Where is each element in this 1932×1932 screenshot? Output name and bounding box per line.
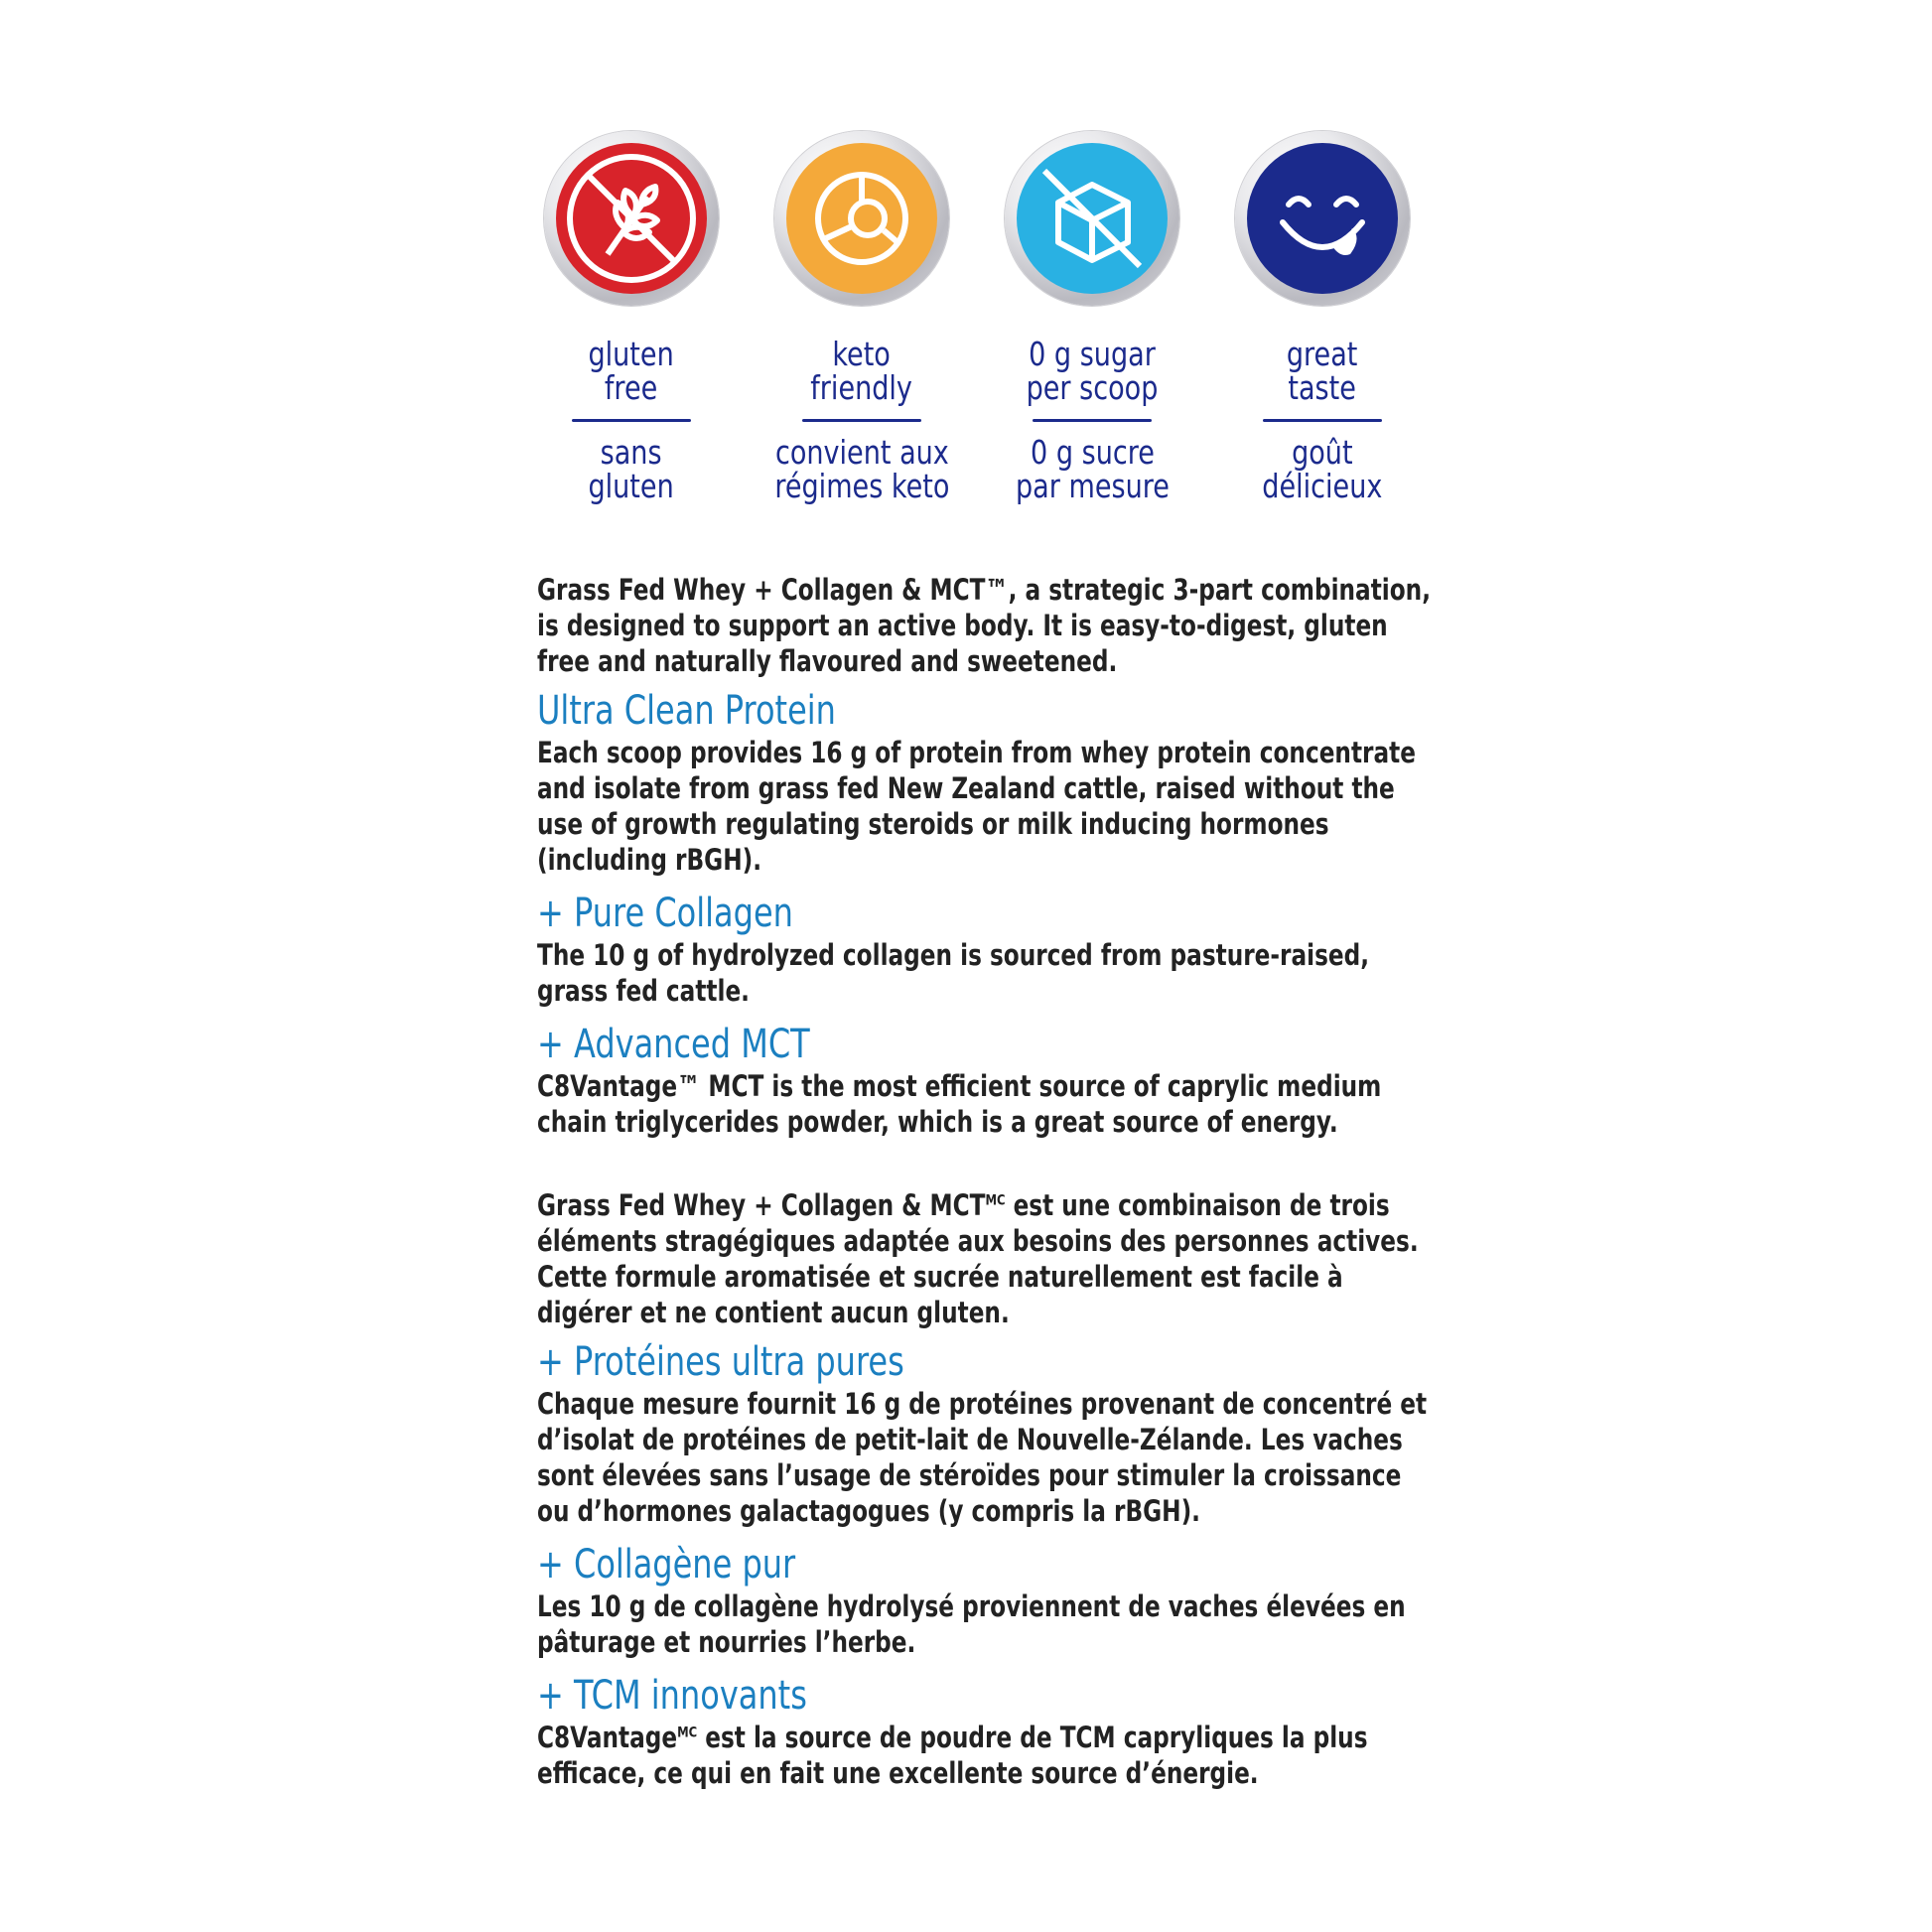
badge-no-sugar	[977, 131, 1207, 503]
label-en: gluten free	[588, 335, 675, 407]
body-advanced-mct: C8Vantage™ MCT is the most efficient source of caprylic medium chain triglycerides powder, which is a great source of energy.	[537, 1069, 1382, 1139]
english-intro: Grass Fed Whey + Collagen & MCT™, a strategic 3-part combination, is designed to support an active body. It is easy-to-digest, gluten free and naturally flavoured and sweetened.	[537, 573, 1432, 678]
label-fr: 0 g sucre par mesure	[1015, 433, 1170, 505]
heading-ultra-clean-protein: Ultra Clean Protein	[537, 688, 836, 734]
no-wheat-icon	[556, 143, 707, 294]
label-fr: goût délicieux	[1262, 433, 1383, 505]
english-section	[537, 572, 1431, 1140]
label-en: keto friendly	[810, 335, 913, 407]
heading-advanced-mct: + Advanced MCT	[537, 1022, 810, 1067]
badge-ring	[774, 131, 949, 306]
badge-ring	[544, 131, 719, 306]
divider	[1033, 419, 1152, 422]
body-pure-collagen: The 10 g of hydrolyzed collagen is sourced from pasture-raised, grass fed cattle.	[537, 938, 1370, 1008]
divider	[572, 419, 691, 422]
divider	[1263, 419, 1382, 422]
badge-keto-friendly	[747, 131, 977, 503]
heading-tcm-innovants: + TCM innovants	[537, 1673, 807, 1719]
label-en: 0 g sugar per scoop	[1026, 335, 1159, 407]
heading-pure-collagen: + Pure Collagen	[537, 891, 793, 936]
body-tcm-innovants: C8Vantage$^{MC}$ est la source de poudre de TCM capryliques la plus efficace, ce qui en fait une excellente source d’énergie.	[537, 1721, 1368, 1790]
body-collagene-pur: Les 10 g de collagène hydrolysé proviennent de vaches élevées en pâturage et nourries l’herbe.	[537, 1589, 1406, 1659]
label-en: great taste	[1287, 335, 1358, 407]
no-sugar-cube-icon	[1017, 143, 1168, 294]
keto-ring-icon	[786, 143, 937, 294]
smiley-tongue-icon	[1247, 143, 1398, 294]
french-section	[537, 1187, 1431, 1791]
badge-gluten-free	[516, 131, 747, 503]
label-fr: convient aux régimes keto	[773, 433, 950, 505]
badge-ring	[1235, 131, 1410, 306]
badge-great-taste	[1207, 131, 1438, 503]
heading-collagene-pur: + Collagène pur	[537, 1542, 796, 1587]
divider	[802, 419, 921, 422]
body-ultra-clean-protein: Each scoop provides 16 g of protein from whey protein concentrate and isolate from grass fed New Zealand cattle, raised without the use of growth regulating steroids or milk inducing hormones (including rBGH).	[537, 736, 1416, 877]
heading-proteines-ultra-pures: + Protéines ultra pures	[537, 1339, 904, 1385]
badge-row	[516, 131, 1438, 503]
french-intro: Grass Fed Whey + Collagen & $MCT^{MC}$ est une combinaison de trois éléments stragégiques adaptée aux besoins des personnes actives. Cette formule aromatisée et sucrée naturellement est facile à digérer et ne contient aucun gluten.	[537, 1188, 1419, 1329]
label-fr: sans gluten	[588, 433, 675, 505]
badge-ring	[1005, 131, 1179, 306]
body-proteines-ultra-pures: Chaque mesure fournit 16 g de protéines provenant de concentré et d’isolat de protéines de petit-lait de Nouvelle-Zélande. Les vaches sont élevées sans l’usage de stéroïdes pour stimuler la croissance ou d’hormones galactagogues (y compris la rBGH).	[537, 1387, 1428, 1528]
